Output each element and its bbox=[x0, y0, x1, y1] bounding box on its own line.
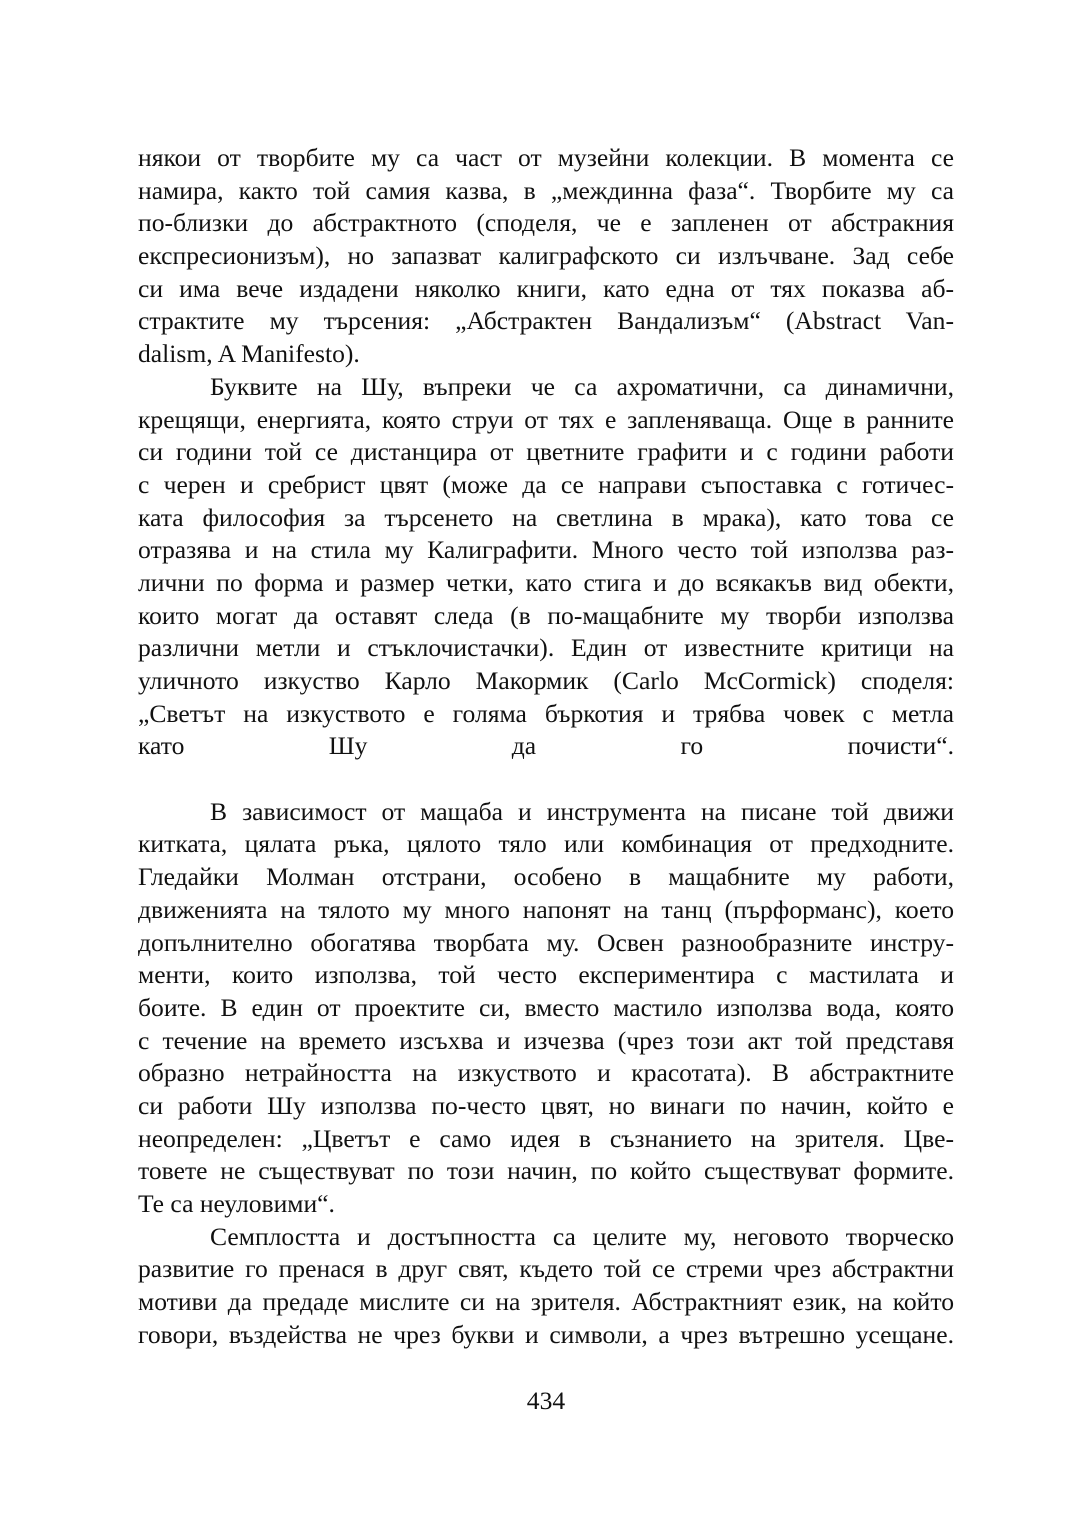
paragraph bbox=[138, 1221, 954, 1352]
text-line: ката философия за търсенето на светлина в мрака), като това се bbox=[138, 502, 954, 532]
text-line: страктите му търсения: „Абстрактен Вандализъм“ (Abstract Van- bbox=[138, 306, 954, 336]
paragraph bbox=[138, 142, 954, 371]
text-line: неопределен: „Цветът е само идея в съзнанието на зрителя. Цве- bbox=[138, 1123, 954, 1153]
text-line: товете не съществуват по този начин, по който съществуват формите. bbox=[138, 1156, 954, 1186]
text-line: по-близки до абстрактното (споделя, че е запленен от абстракния bbox=[138, 208, 954, 238]
text-line: които могат да оставят следа (в по-мащабните му творби използва bbox=[138, 600, 954, 630]
text-line: като Шу да го почисти“. bbox=[138, 731, 954, 761]
text-line: говори, въздейства не чрез букви и символи, а чрез вътрешно усещане. bbox=[138, 1319, 954, 1349]
text-line: с черен и сребрист цвят (може да се направи съпоставка с готичес- bbox=[138, 469, 954, 499]
text-line: намира, както той самия казва, в „междинна фаза“. Творбите му са bbox=[138, 175, 954, 205]
text-line: развитие го пренася в друг свят, където той се стреми чрез абстрактни bbox=[138, 1254, 954, 1284]
paragraph bbox=[138, 371, 954, 796]
text-line: китката, цялата ръка, цялото тяло или комбинация от предходните. bbox=[138, 829, 954, 859]
text-line: Те са неуловими“. bbox=[138, 1189, 335, 1218]
text-line: лични по форма и размер четки, като стига и до всякакъв вид обекти, bbox=[138, 567, 954, 597]
text-line: допълнително обогатява творбата му. Освен разнообразните инстру- bbox=[138, 927, 954, 957]
text-line: мотиви да предаде мислите си на зрителя. Абстрактният език, на който bbox=[138, 1287, 954, 1317]
page-number: 434 bbox=[526, 1386, 566, 1415]
text-line: различни метли и стъклочистачки). Един от известните критици на bbox=[138, 633, 954, 663]
text-line bbox=[138, 763, 954, 796]
body-text bbox=[138, 142, 954, 1351]
text-line: боите. В един от проектите си, вместо мастило използва вода, която bbox=[138, 992, 954, 1022]
text-line: експресионизъм), но запазват калиграфското си излъчване. Зад себе bbox=[138, 241, 954, 271]
text-line: си години той се дистанцира от цветните графити и с години работи bbox=[138, 437, 954, 467]
text-line: Семплостта и достъпността са целите му, неговото творческо bbox=[210, 1221, 954, 1251]
text-line: си работи Шу използва по-често цвят, но винаги по начин, който е bbox=[138, 1090, 954, 1120]
text-line: си има вече издадени няколко книги, като една от тях показва аб- bbox=[138, 273, 954, 303]
text-line: отразява и на стила му Калиграфити. Много често той използва раз- bbox=[138, 535, 954, 565]
text-line: с течение на времето изсъхва и изчезва (чрез този акт той представя bbox=[138, 1025, 954, 1055]
text-line: В зависимост от мащаба и инструмента на писане той движи bbox=[210, 796, 954, 826]
text-line: крещящи, енергията, която струи от тях е запленяваща. Още в ранните bbox=[138, 404, 954, 434]
text-line: „Светът на изкуството е голяма бъркотия и трябва човек с метла bbox=[138, 698, 954, 728]
text-line: образно нетрайността на изкуството и красотата). В абстрактните bbox=[138, 1058, 954, 1088]
text-line: Буквите на Шу, въпреки че са ахроматични, са динамични, bbox=[210, 371, 954, 401]
paragraph bbox=[138, 796, 954, 1221]
text-line: dalism, A Manifesto). bbox=[138, 339, 360, 369]
text-line: движенията на тялото му много напонят на танц (пърформанс), което bbox=[138, 894, 954, 924]
text-line: Гледайки Молман отстрани, особено в мащабните му работи, bbox=[138, 862, 954, 892]
text-line: уличното изкуство Карло Макормик (Carlo McCormick) споделя: bbox=[138, 666, 954, 695]
text-line: менти, които използва, той често експериментира с мастилата и bbox=[138, 960, 954, 990]
text-line: някои от творбите му са част от музейни колекции. В момента се bbox=[138, 143, 954, 172]
